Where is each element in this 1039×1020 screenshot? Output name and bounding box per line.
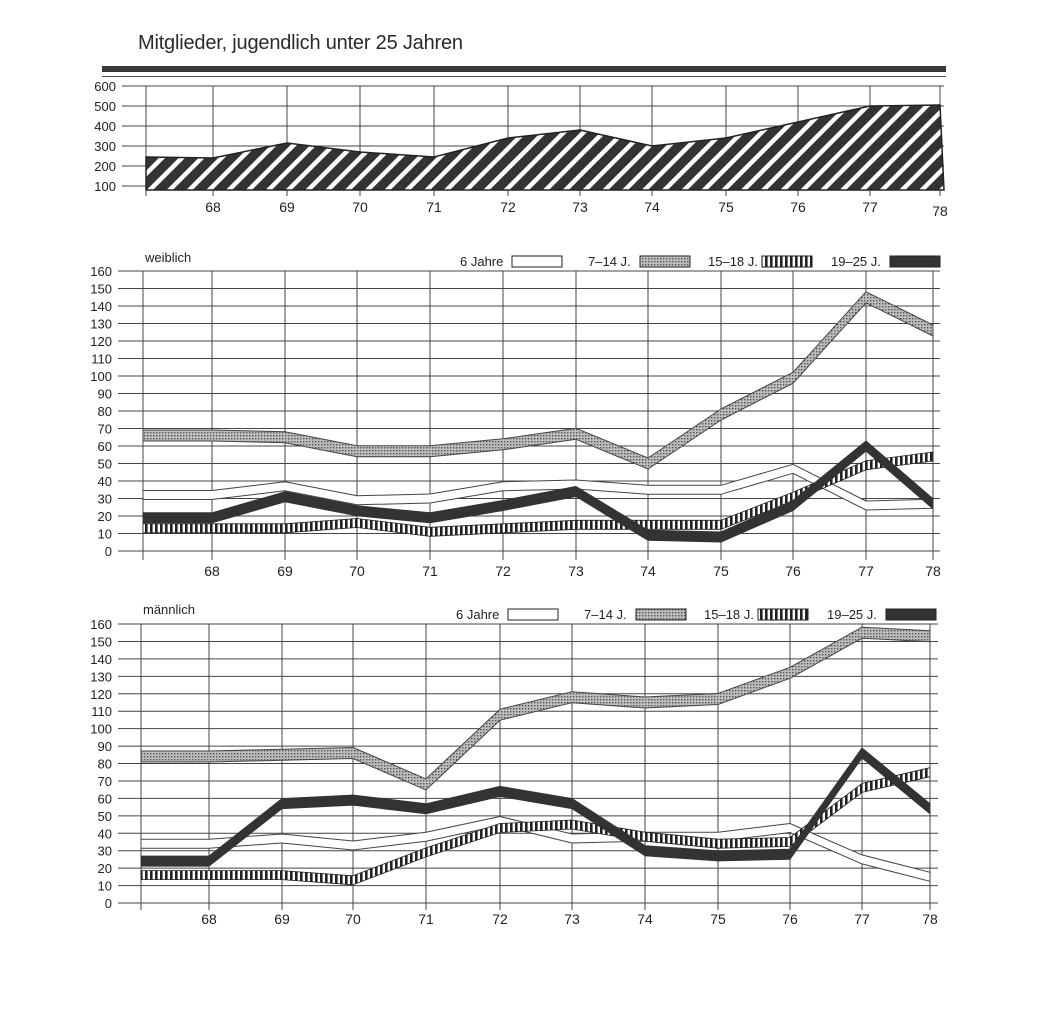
legend-label: 19–25 J. <box>831 254 881 269</box>
x-tick-label: 74 <box>640 563 656 579</box>
x-tick-label: 68 <box>205 199 221 215</box>
y-tick-label: 110 <box>91 351 112 367</box>
y-tick-label: 20 <box>97 861 112 877</box>
y-tick-label: 50 <box>97 456 112 472</box>
y-tick-label: 140 <box>90 299 112 314</box>
panel-label: weiblich <box>145 250 192 265</box>
x-tick-label: 70 <box>352 199 368 215</box>
y-tick-label: 50 <box>97 808 112 824</box>
y-tick-label: 150 <box>90 634 112 650</box>
legend-label: 6 Jahre <box>456 607 500 622</box>
y-tick-label: 500 <box>94 99 116 114</box>
y-tick-label: 90 <box>97 386 112 402</box>
x-tick-label: 77 <box>858 563 874 579</box>
y-tick-label: 10 <box>97 878 112 894</box>
x-tick-label: 73 <box>564 911 580 927</box>
y-tick-label: 140 <box>90 651 112 667</box>
x-tick-label: 75 <box>718 199 734 215</box>
y-tick-label: 150 <box>90 281 112 297</box>
x-tick-label: 71 <box>422 563 438 579</box>
y-tick-label: 400 <box>94 119 116 134</box>
x-tick-label: 73 <box>572 199 588 215</box>
x-tick-label: 69 <box>279 199 295 215</box>
y-tick-label: 80 <box>97 404 112 419</box>
y-tick-label: 0 <box>104 896 112 911</box>
x-tick-label: 76 <box>782 911 798 927</box>
x-tick-label: 72 <box>500 199 516 215</box>
x-tick-label: 74 <box>637 911 653 927</box>
y-tick-label: 130 <box>90 669 112 685</box>
y-tick-label: 10 <box>97 526 112 542</box>
series-band <box>141 627 930 790</box>
x-tick-label: 77 <box>862 199 878 215</box>
legend-label: 7–14 J. <box>588 254 631 269</box>
series-band <box>141 748 930 866</box>
legend-swatch <box>640 256 690 267</box>
x-tick-label: 72 <box>495 563 511 579</box>
legend-swatch <box>890 256 940 267</box>
x-tick-label: 69 <box>274 911 290 927</box>
legend-swatch <box>762 256 812 267</box>
x-tick-label: 75 <box>710 911 726 927</box>
legend-swatch <box>636 609 686 620</box>
x-tick-label: 78 <box>925 563 941 579</box>
legend-label: 7–14 J. <box>584 607 627 622</box>
x-tick-label: 71 <box>418 911 434 927</box>
y-tick-label: 120 <box>90 686 112 702</box>
y-tick-label: 200 <box>94 159 116 174</box>
legend-swatch <box>508 609 558 620</box>
y-tick-label: 60 <box>97 439 112 454</box>
x-tick-label: 72 <box>492 911 508 927</box>
x-tick-label: 69 <box>277 563 293 579</box>
x-tick-label: 77 <box>854 911 870 927</box>
x-tick-label: 68 <box>201 911 217 927</box>
legend-label: 15–18 J. <box>704 607 754 622</box>
y-tick-label: 300 <box>94 139 116 154</box>
legend-label: 19–25 J. <box>827 607 877 622</box>
y-tick-label: 30 <box>97 491 112 507</box>
legend-swatch <box>886 609 936 620</box>
y-tick-label: 100 <box>90 369 112 384</box>
y-tick-label: 90 <box>97 739 112 755</box>
y-tick-label: 600 <box>94 79 116 94</box>
x-tick-label: 70 <box>349 563 365 579</box>
y-tick-label: 0 <box>104 544 112 559</box>
x-tick-label: 74 <box>644 199 660 215</box>
y-tick-label: 160 <box>90 617 112 632</box>
y-tick-label: 160 <box>90 264 112 279</box>
y-tick-label: 20 <box>97 509 112 524</box>
chart-title: Mitglieder, jugendlich unter 25 Jahren <box>138 32 463 54</box>
x-tick-label: 76 <box>790 199 806 215</box>
legend-swatch <box>758 609 808 620</box>
y-tick-label: 30 <box>97 843 112 859</box>
y-tick-label: 120 <box>90 334 112 349</box>
x-tick-label: 78 <box>932 203 948 219</box>
x-tick-label: 68 <box>204 563 220 579</box>
legend-label: 15–18 J. <box>708 254 758 269</box>
y-tick-label: 40 <box>97 474 112 489</box>
y-tick-label: 70 <box>97 773 112 789</box>
y-tick-label: 80 <box>97 756 112 772</box>
y-tick-label: 70 <box>97 421 112 437</box>
y-tick-label: 40 <box>97 826 112 842</box>
x-tick-label: 78 <box>922 911 938 927</box>
x-tick-label: 73 <box>568 563 584 579</box>
x-tick-label: 71 <box>426 199 442 215</box>
y-tick-label: 60 <box>97 791 112 807</box>
x-tick-label: 70 <box>345 911 361 927</box>
panel-label: männlich <box>143 602 196 617</box>
x-tick-label: 75 <box>713 563 729 579</box>
members-area <box>146 105 944 190</box>
y-tick-label: 130 <box>90 316 112 332</box>
series-band <box>143 292 933 469</box>
legend-label: 6 Jahre <box>460 254 504 269</box>
y-tick-label: 100 <box>90 721 112 737</box>
legend-swatch <box>512 256 562 267</box>
y-tick-label: 110 <box>91 704 112 720</box>
x-tick-label: 76 <box>785 563 801 579</box>
y-tick-label: 100 <box>94 179 116 194</box>
